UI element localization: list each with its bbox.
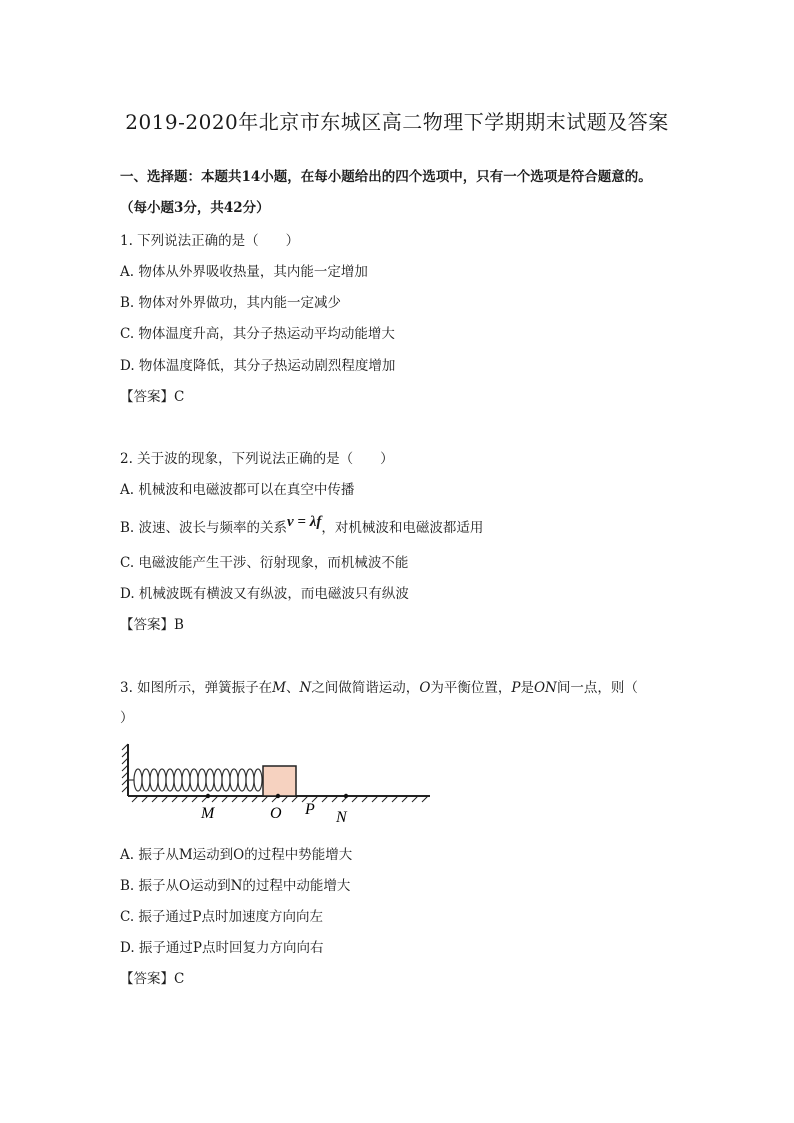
q3-option-d: D. 振子通过P点时回复力方向向右 xyxy=(120,940,324,956)
q1-option-d: D. 物体温度降低，其分子热运动剧烈程度增加 xyxy=(120,358,396,374)
q3-stem-part: 是 xyxy=(520,680,534,696)
label-m: M xyxy=(201,805,215,822)
label-o: O xyxy=(270,805,282,822)
q3-stem-n: N xyxy=(299,680,312,696)
q3-stem-o: O xyxy=(419,680,431,696)
q2-option-d: D. 机械波既有横波又有纵波，而电磁波只有纵波 xyxy=(120,586,409,602)
q1-option-c: C. 物体温度升高，其分子热运动平均动能增大 xyxy=(120,326,395,342)
wave-formula: v = λf xyxy=(287,514,322,530)
q3-stem-part: 之间做简谐运动， xyxy=(311,680,420,696)
section-note: （每小题3分，共42分） xyxy=(120,200,270,216)
point-n-dot xyxy=(344,794,348,798)
label-p: P xyxy=(305,801,315,818)
q3-stem-part: 3. 如图所示，弹簧振子在 xyxy=(120,680,273,696)
q3-stem-p: P xyxy=(511,680,521,696)
oscillator-block xyxy=(263,766,296,796)
q2-stem: 2. 关于波的现象，下列说法正确的是（ ） xyxy=(120,451,394,467)
q2-option-b-suffix: ，对机械波和电磁波都适用 xyxy=(321,520,484,536)
point-o-dot xyxy=(276,794,280,798)
spring-coil xyxy=(128,769,263,791)
page-title: 2019-2020年北京市东城区高二物理下学期期末试题及答案 xyxy=(125,110,669,134)
q3-stem-part: 为平衡位置， xyxy=(430,680,512,696)
q1-option-a: A. 物体从外界吸收热量，其内能一定增加 xyxy=(120,264,368,280)
q3-stem-on: ON xyxy=(533,680,557,696)
q1-answer: 【答案】C xyxy=(120,389,185,405)
point-m-dot xyxy=(206,794,210,798)
q1-option-b: B. 物体对外界做功，其内能一定减少 xyxy=(120,295,342,311)
q2-option-c: C. 电磁波能产生干涉、衍射现象，而机械波不能 xyxy=(120,555,409,571)
q3-option-b: B. 振子从O运动到N的过程中动能增大 xyxy=(120,878,351,894)
q2-option-b-prefix: B. 波速、波长与频率的关系 xyxy=(120,520,288,536)
q3-answer: 【答案】C xyxy=(120,971,185,987)
section-heading: 一、选择题：本题共14小题，在每小题给出的四个选项中，只有一个选项是符合题意的。 xyxy=(120,169,652,185)
q2-answer: 【答案】B xyxy=(120,617,184,633)
label-n: N xyxy=(336,809,347,826)
q3-option-a: A. 振子从M运动到O的过程中势能增大 xyxy=(120,847,353,863)
q1-stem: 1. 下列说法正确的是（ ） xyxy=(120,233,300,249)
q2-option-b xyxy=(120,516,483,537)
spring-oscillator-figure xyxy=(118,738,438,828)
q3-stem-m: M xyxy=(272,680,286,696)
q3-option-c: C. 振子通过P点时加速度方向向左 xyxy=(120,909,324,925)
q3-stem xyxy=(120,676,638,696)
q3-stem-part: 、 xyxy=(286,680,300,696)
q3-stem-end: ） xyxy=(120,710,134,726)
q3-stem-part: 间一点，则（ xyxy=(556,680,638,696)
q2-option-a: A. 机械波和电磁波都可以在真空中传播 xyxy=(120,482,355,498)
